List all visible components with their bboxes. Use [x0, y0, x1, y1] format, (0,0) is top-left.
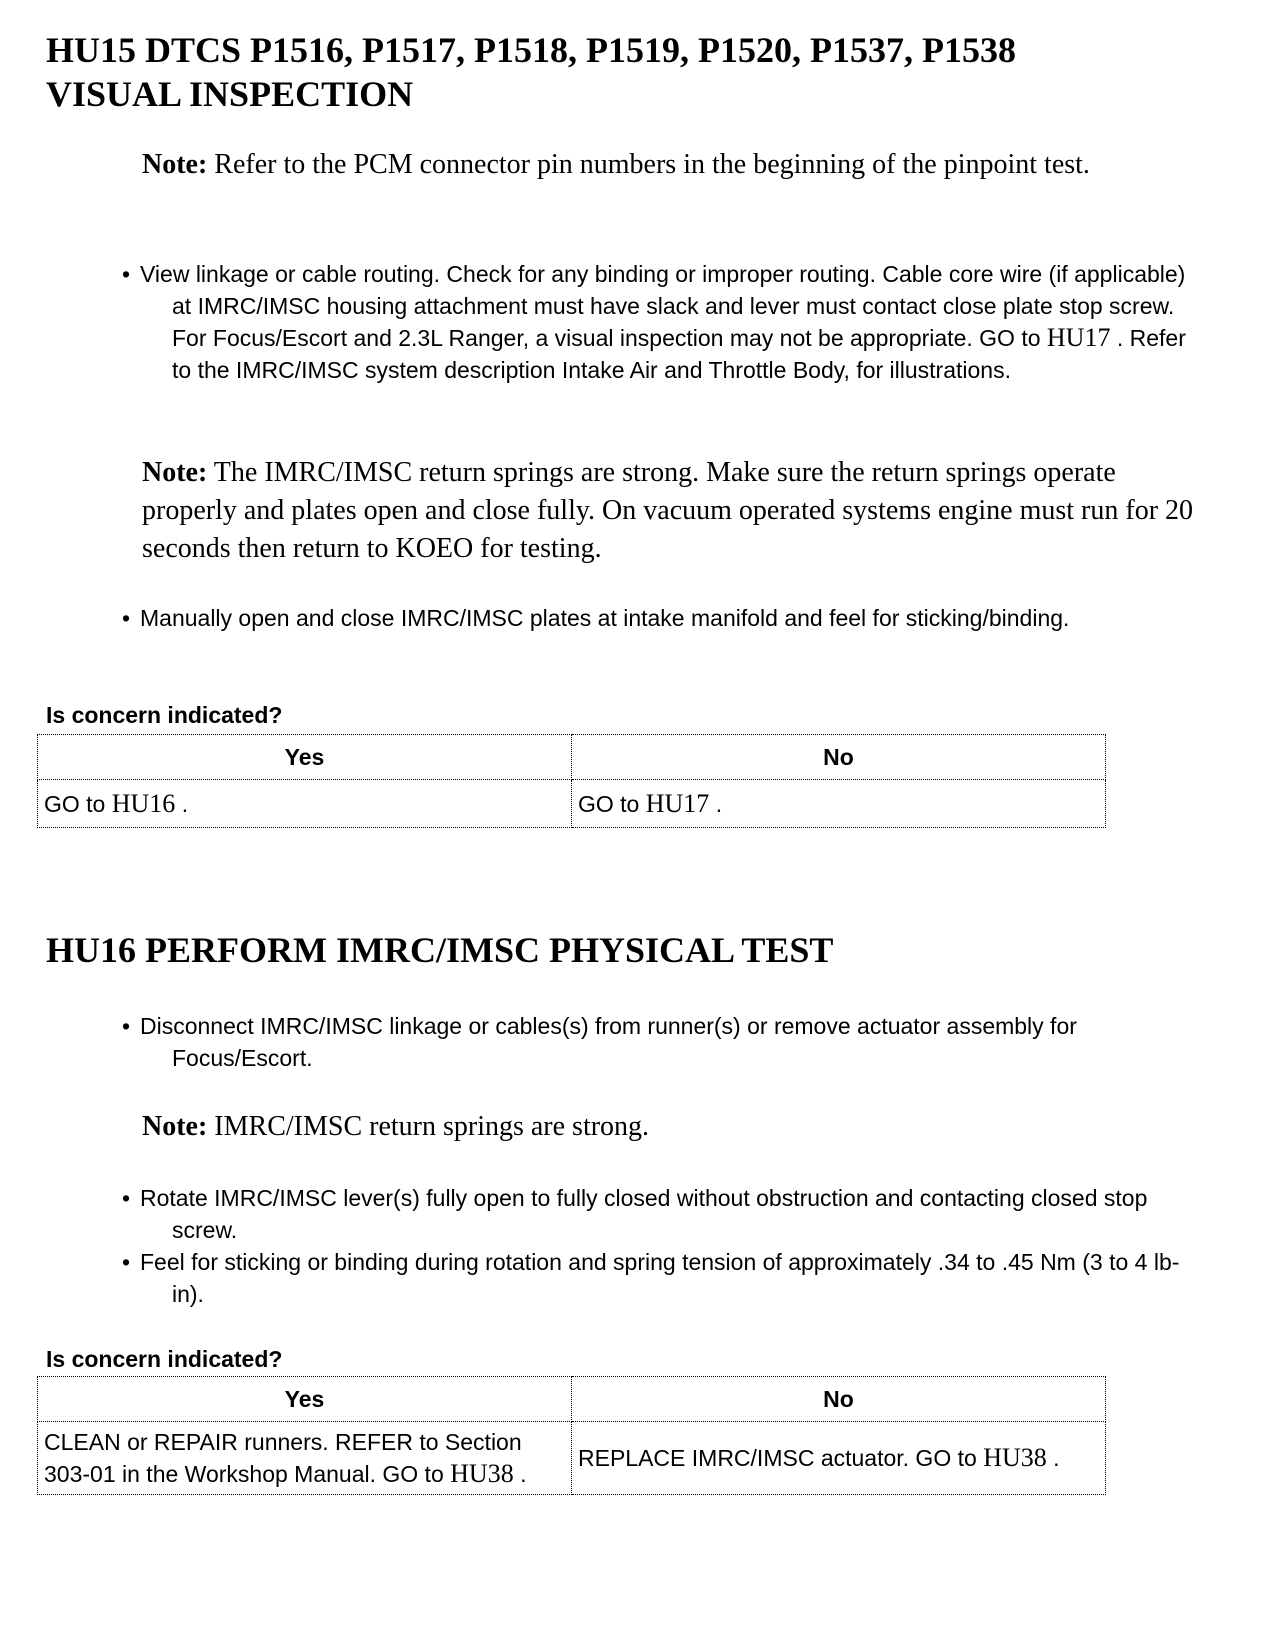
yes-cell: CLEAN or REPAIR runners. REFER to Section 303-01 in the Workshop Manual. GO to HU38 .: [38, 1422, 572, 1495]
hu16-note: Note: IMRC/IMSC return springs are strong.: [142, 1111, 650, 1142]
yes-cell: GO to HU16 .: [38, 780, 572, 828]
bullet-icon: •: [122, 1185, 131, 1211]
link-hu17[interactable]: HU17: [645, 788, 710, 818]
yes-header: Yes: [38, 735, 572, 780]
hu16-question: Is concern indicated?: [46, 1346, 283, 1372]
bullet-icon: •: [122, 1249, 131, 1275]
list-item: • Rotate IMRC/IMSC lever(s) fully open to fully closed without obstruction and contacting closed stop screw.: [122, 1182, 1202, 1246]
link-hu16[interactable]: HU16: [111, 788, 176, 818]
hu16-bullets-1: [122, 1010, 1202, 1074]
list-item: • View linkage or cable routing. Check for any binding or improper routing. Cable core wire (if applicable) at IMRC/IMSC housing attachment must have slack and lever must contact close plate stop screw. For Focus/Escort and 2.3L Ranger, a visual inspection may not be appropriate. GO to HU17 . Refer to the IMRC/IMSC system description Intake Air and Throttle Body, for illustrations.: [122, 258, 1202, 386]
hu16-bullets-2: [122, 1182, 1202, 1310]
no-cell: GO to HU17 .: [572, 780, 1106, 828]
no-header: No: [572, 1377, 1106, 1422]
no-header: No: [572, 735, 1106, 780]
hu15-question: Is concern indicated?: [46, 702, 283, 728]
hu15-result-table: [37, 734, 1106, 828]
hu15-note-2: Note: The IMRC/IMSC return springs are strong. Make sure the return springs operate properly and plates open and close fully. On vacuum operated systems engine must run for 20 seconds then return to KOEO for testing.: [142, 457, 1194, 564]
link-hu38[interactable]: HU38: [450, 1459, 514, 1488]
link-hu38[interactable]: HU38: [983, 1443, 1047, 1472]
hu15-note-1: Note: Refer to the PCM connector pin numbers in the beginning of the pinpoint test.: [142, 149, 1090, 180]
bullet-icon: •: [122, 261, 131, 287]
list-item: • Disconnect IMRC/IMSC linkage or cables(s) from runner(s) or remove actuator assembly for Focus/Escort.: [122, 1010, 1202, 1074]
list-item: • Manually open and close IMRC/IMSC plates at intake manifold and feel for sticking/binding.: [122, 602, 1202, 634]
list-item: • Feel for sticking or binding during rotation and spring tension of approximately .34 to .45 Nm (3 to 4 lb-in).: [122, 1246, 1202, 1310]
no-cell: REPLACE IMRC/IMSC actuator. GO to HU38 .: [572, 1422, 1106, 1495]
bullet-icon: •: [122, 605, 131, 631]
bullet-icon: •: [122, 1013, 131, 1039]
hu15-title: HU15 DTCS P1516, P1517, P1518, P1519, P1520, P1537, P1538 VISUAL INSPECTION: [46, 30, 1016, 114]
hu15-bullets-2: [122, 602, 1202, 634]
yes-header: Yes: [38, 1377, 572, 1422]
hu15-bullets-1: [122, 258, 1202, 386]
link-hu17[interactable]: HU17: [1046, 323, 1111, 352]
hu16-title: HU16 PERFORM IMRC/IMSC PHYSICAL TEST: [46, 930, 834, 970]
hu16-result-table: [37, 1376, 1106, 1495]
